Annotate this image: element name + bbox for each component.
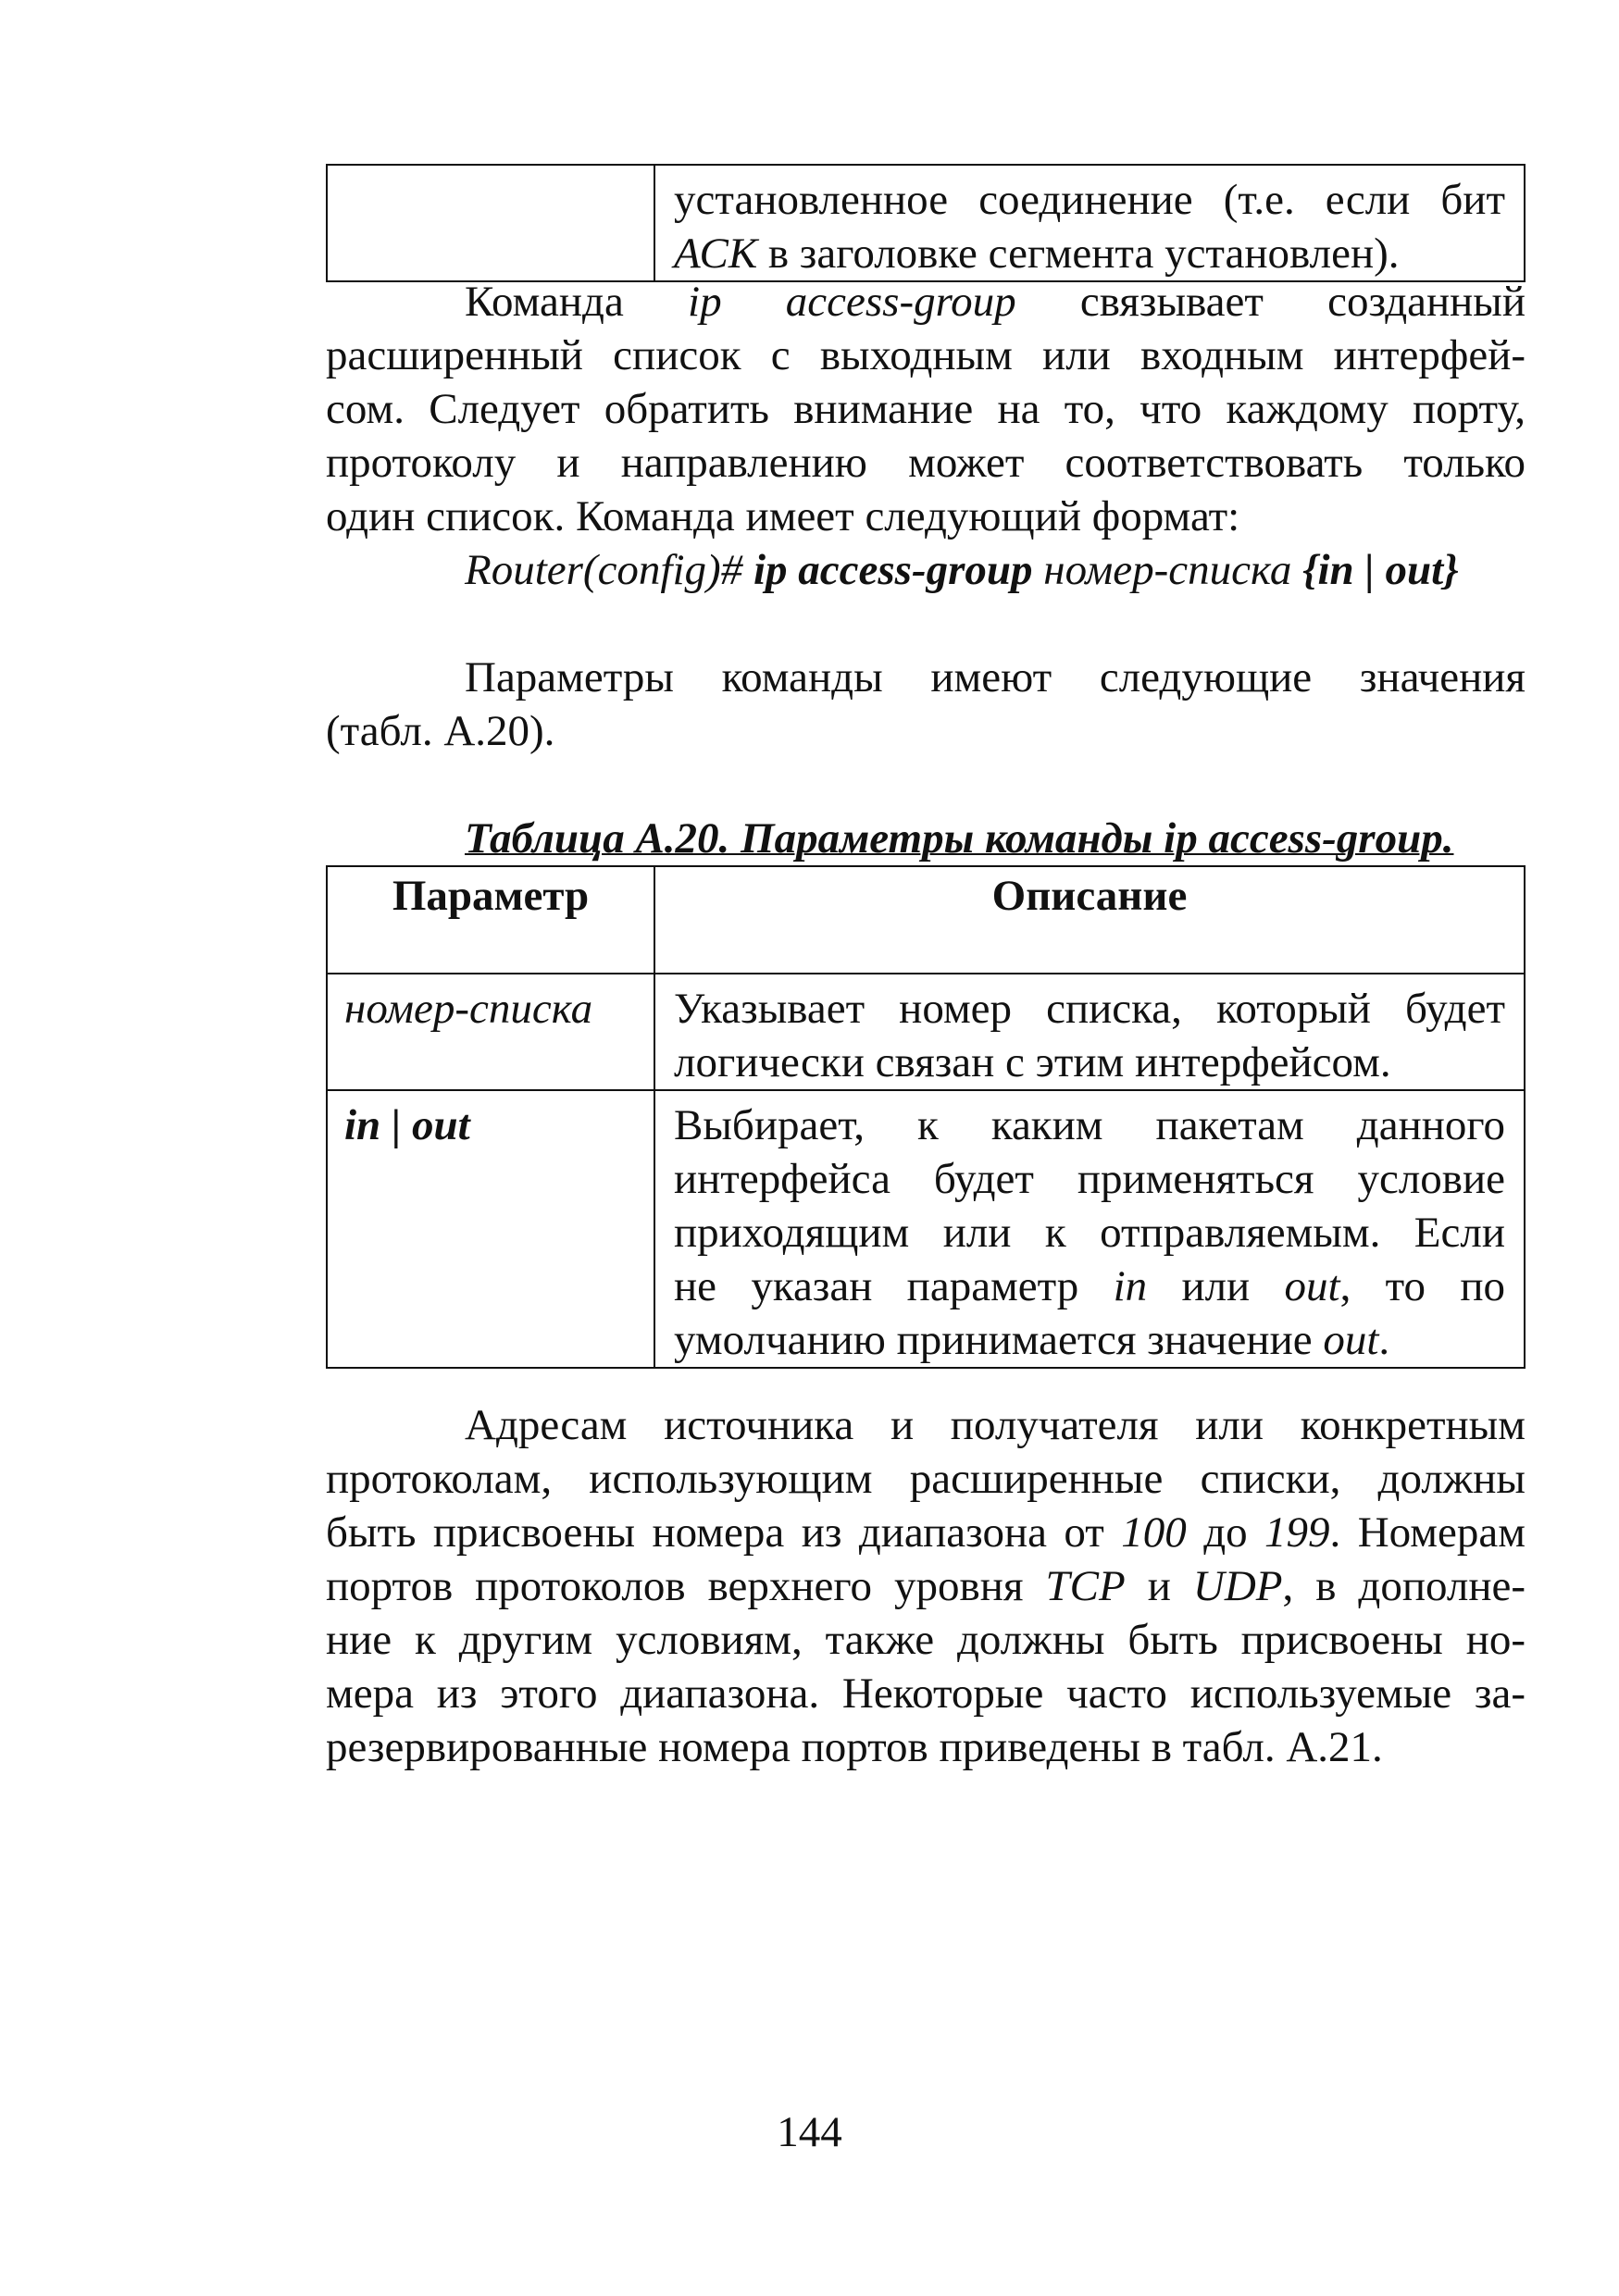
cell-text: установленное соединение (т.е. если бит АСК в заголовке сегмента установлен). (674, 176, 1505, 278)
table-row (327, 165, 1525, 281)
description-cell: Указывает номер списка, который будет логически связан с этим интерфейсом. (654, 974, 1525, 1090)
table-caption: Таблица А.20. Параметры команды ip access-group. (465, 814, 1454, 863)
page-number: 144 (777, 2108, 842, 2156)
table-header-row (327, 866, 1525, 974)
paragraph-parameters: Параметры команды имеют следующие значения (табл. А.20). (326, 653, 1526, 755)
command-syntax: Router(config)# ip access-group номер-списка {in | out} (465, 546, 1459, 594)
paragraph-address-numbers: Адресам источника и получателя или конкретным протоколам, использующим расширенные списки, должны быть присвоены номера из диапазона от 100 до 199. Номерам портов протоколов верхнего уровня TCP и UDP, в дополне- ние к другим условиям, также должны быть присвоены но- мера из этого диапазона. Некоторые часто используемые за- резервированные номера портов приведены в табл. А.21. (326, 1401, 1526, 1771)
table-row (327, 974, 1525, 1090)
param-cell: in | out (327, 1090, 654, 1368)
parameters-table (326, 865, 1526, 1369)
description-cell (654, 165, 1525, 281)
column-header-param: Параметр (327, 866, 654, 974)
continuation-table (326, 164, 1526, 282)
description-cell: Выбирает, к каким пакетам данного интерфейса будет применяться условие приходящим или к отправляемым. Если не указан параметр in или out, то по умолчанию принимается значение out. (654, 1090, 1525, 1368)
column-header-description: Описание (654, 866, 1525, 974)
param-cell: номер-списка (327, 974, 654, 1090)
empty-param-cell (327, 165, 654, 281)
paragraph-ip-access-group: Команда ip access-group связывает созданный расширенный список с выходным или входным интерфей- сом. Следует обратить внимание на то, что каждому порту, протоколу и направлению может соответствовать только один список. Команда имеет следующий формат: (326, 278, 1526, 540)
table-row (327, 1090, 1525, 1368)
